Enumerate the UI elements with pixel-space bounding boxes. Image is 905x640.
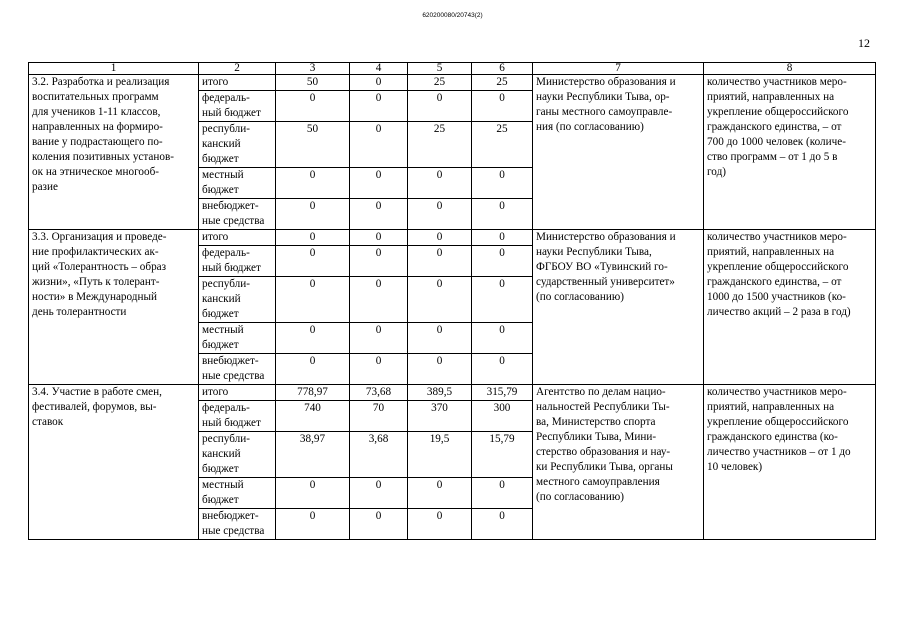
funding-source-line: ные средства	[202, 525, 265, 537]
funding-source	[199, 199, 276, 230]
funding-source-line: внебюджет-	[202, 200, 259, 212]
indicator-line: 700 до 1000 человек (количе-	[707, 136, 846, 148]
column-header: 7	[533, 63, 704, 75]
funding-amount: 0	[276, 230, 350, 246]
funding-source-line: федераль-	[202, 402, 250, 414]
funding-amount: 0	[472, 478, 533, 509]
indicator-line: количество участников меро-	[707, 76, 847, 88]
funding-source	[199, 230, 276, 246]
funding-amount: 50	[276, 75, 350, 91]
description-line: ности» в Международный	[32, 291, 157, 303]
indicator-line: приятий, направленных на	[707, 91, 835, 103]
funding-amount: 0	[276, 168, 350, 199]
responsible-executor	[533, 230, 704, 385]
funding-source-line: республи-	[202, 123, 250, 135]
column-header: 1	[29, 63, 199, 75]
funding-amount: 0	[408, 323, 472, 354]
funding-source-line: бюджет	[202, 463, 239, 475]
column-header: 6	[472, 63, 533, 75]
responsible-executor	[533, 385, 704, 540]
funding-source-line: ные средства	[202, 215, 265, 227]
activity-description	[29, 75, 199, 230]
funding-source-line: республи-	[202, 433, 250, 445]
description-line: коления позитивных установ-	[32, 151, 174, 163]
funding-source-line: ный бюджет	[202, 107, 261, 119]
indicator-line: приятий, направленных на	[707, 246, 835, 258]
indicator-line: гражданского единства (ко-	[707, 431, 838, 443]
funding-amount: 0	[276, 509, 350, 540]
funding-amount: 0	[350, 230, 408, 246]
funding-source-line: местный	[202, 324, 244, 336]
funding-amount: 0	[350, 199, 408, 230]
funding-amount: 389,5	[408, 385, 472, 401]
funding-source	[199, 122, 276, 168]
funding-amount: 0	[472, 230, 533, 246]
executor-line: (по согласованию)	[536, 291, 624, 303]
executor-line: стерство образования и нау-	[536, 446, 671, 458]
funding-amount: 25	[472, 75, 533, 91]
funding-amount: 0	[408, 91, 472, 122]
funding-amount: 0	[408, 354, 472, 385]
description-line: 3.4. Участие в работе смен,	[32, 386, 162, 398]
funding-source-line: бюджет	[202, 308, 239, 320]
indicator-line: личество участников – от 1 до	[707, 446, 851, 458]
indicator-line: гражданского единства, – от	[707, 121, 842, 133]
funding-source-line: местный	[202, 479, 244, 491]
funding-amount: 0	[472, 246, 533, 277]
funding-source	[199, 323, 276, 354]
funding-amount: 0	[350, 91, 408, 122]
activity-description	[29, 385, 199, 540]
funding-source-line: бюджет	[202, 153, 239, 165]
funding-source-line: канский	[202, 293, 241, 305]
funding-amount: 0	[472, 323, 533, 354]
funding-source-line: ный бюджет	[202, 262, 261, 274]
description-line: жизни», «Путь к толерант-	[32, 276, 160, 288]
indicator-line: 1000 до 1500 участников (ко-	[707, 291, 846, 303]
funding-amount: 778,97	[276, 385, 350, 401]
description-line: ок на этническое многооб-	[32, 166, 160, 178]
table-row	[29, 385, 876, 401]
target-indicator	[704, 75, 876, 230]
funding-source	[199, 385, 276, 401]
indicator-line: укрепление общероссийского	[707, 261, 849, 273]
indicator-line: гражданского единства, – от	[707, 276, 842, 288]
indicator-line: 10 человек)	[707, 461, 763, 473]
funding-source-line: федераль-	[202, 92, 250, 104]
funding-source-line: бюджет	[202, 184, 239, 196]
funding-amount: 0	[408, 168, 472, 199]
funding-source-line: внебюджет-	[202, 355, 259, 367]
funding-amount: 370	[408, 401, 472, 432]
funding-amount: 0	[472, 199, 533, 230]
funding-source-line: ные средства	[202, 370, 265, 382]
funding-amount: 0	[472, 91, 533, 122]
funding-amount: 38,97	[276, 432, 350, 478]
table-row	[29, 230, 876, 246]
funding-source	[199, 509, 276, 540]
executor-line: ния (по согласованию)	[536, 121, 644, 133]
page-number: 12	[858, 36, 870, 50]
funding-amount: 0	[276, 277, 350, 323]
funding-source-line: бюджет	[202, 494, 239, 506]
funding-amount: 25	[408, 122, 472, 168]
column-header: 3	[276, 63, 350, 75]
description-line: направленных на формиро-	[32, 121, 163, 133]
description-line: ций «Толерантность – образ	[32, 261, 167, 273]
funding-amount: 740	[276, 401, 350, 432]
funding-amount: 0	[472, 277, 533, 323]
funding-source	[199, 277, 276, 323]
column-header: 4	[350, 63, 408, 75]
executor-line: науки Республики Тыва,	[536, 246, 652, 258]
funding-source-line: местный	[202, 169, 244, 181]
funding-source	[199, 75, 276, 91]
funding-amount: 0	[276, 199, 350, 230]
funding-amount: 300	[472, 401, 533, 432]
funding-amount: 0	[350, 75, 408, 91]
funding-amount: 0	[408, 478, 472, 509]
description-line: вание у подрастающего по-	[32, 136, 163, 148]
executor-line: Агентство по делам нацио-	[536, 386, 666, 398]
indicator-line: ство программ – от 1 до 5 в	[707, 151, 838, 163]
funding-amount: 0	[408, 246, 472, 277]
funding-source	[199, 168, 276, 199]
funding-source	[199, 432, 276, 478]
column-header: 8	[704, 63, 876, 75]
executor-line: ганы местного самоуправле-	[536, 106, 673, 118]
funding-amount: 0	[350, 478, 408, 509]
indicator-line: количество участников меро-	[707, 386, 847, 398]
funding-amount: 0	[350, 509, 408, 540]
funding-amount: 50	[276, 122, 350, 168]
column-number-row	[29, 63, 876, 75]
funding-source	[199, 354, 276, 385]
description-line: разие	[32, 181, 58, 193]
responsible-executor	[533, 75, 704, 230]
indicator-line: укрепление общероссийского	[707, 416, 849, 428]
funding-source	[199, 401, 276, 432]
funding-amount: 25	[472, 122, 533, 168]
funding-amount: 0	[472, 509, 533, 540]
funding-source-line: канский	[202, 138, 241, 150]
funding-source-line: канский	[202, 448, 241, 460]
funding-source-line: итого	[202, 76, 229, 88]
funding-source	[199, 91, 276, 122]
description-line: ние профилактических ак-	[32, 246, 159, 258]
document-code: 620200080/20743(2)	[422, 12, 483, 19]
funding-amount: 0	[350, 354, 408, 385]
funding-amount: 0	[350, 323, 408, 354]
funding-source-line: итого	[202, 231, 229, 243]
funding-source	[199, 246, 276, 277]
funding-amount: 0	[472, 168, 533, 199]
description-line: ставок	[32, 416, 64, 428]
executor-line: Республики Тыва, Мини-	[536, 431, 657, 443]
executor-line: Министерство образования и	[536, 76, 676, 88]
column-header: 2	[199, 63, 276, 75]
indicator-line: год)	[707, 166, 726, 178]
funding-amount: 0	[350, 122, 408, 168]
funding-amount: 0	[276, 91, 350, 122]
funding-source-line: федераль-	[202, 247, 250, 259]
table-body	[29, 75, 876, 540]
funding-amount: 0	[408, 199, 472, 230]
funding-amount: 0	[276, 478, 350, 509]
funding-amount: 0	[350, 168, 408, 199]
funding-amount: 70	[350, 401, 408, 432]
description-line: фестивалей, форумов, вы-	[32, 401, 157, 413]
budget-table	[28, 62, 876, 540]
funding-amount: 19,5	[408, 432, 472, 478]
funding-amount: 315,79	[472, 385, 533, 401]
funding-source-line: внебюджет-	[202, 510, 259, 522]
funding-amount: 3,68	[350, 432, 408, 478]
executor-line: ва, Министерство спорта	[536, 416, 656, 428]
table-row	[29, 75, 876, 91]
description-line: для учеников 1-11 классов,	[32, 106, 161, 118]
funding-amount: 0	[408, 230, 472, 246]
funding-amount: 0	[408, 277, 472, 323]
indicator-line: укрепление общероссийского	[707, 106, 849, 118]
funding-amount: 73,68	[350, 385, 408, 401]
activity-description	[29, 230, 199, 385]
funding-amount: 0	[276, 246, 350, 277]
funding-amount: 0	[408, 509, 472, 540]
column-header: 5	[408, 63, 472, 75]
target-indicator	[704, 230, 876, 385]
executor-line: ФГБОУ ВО «Тувинский го-	[536, 261, 668, 273]
funding-amount: 0	[276, 354, 350, 385]
funding-amount: 0	[472, 354, 533, 385]
indicator-line: приятий, направленных на	[707, 401, 835, 413]
executor-line: (по согласованию)	[536, 491, 624, 503]
executor-line: нальностей Республики Ты-	[536, 401, 670, 413]
description-line: 3.2. Разработка и реализация	[32, 76, 170, 88]
executor-line: науки Республики Тыва, ор-	[536, 91, 670, 103]
description-line: день толерантности	[32, 306, 127, 318]
indicator-line: личество акций – 2 раза в год)	[707, 306, 851, 318]
description-line: 3.3. Организация и проведе-	[32, 231, 167, 243]
executor-line: сударственный университет»	[536, 276, 675, 288]
funding-source-line: ный бюджет	[202, 417, 261, 429]
executor-line: Министерство образования и	[536, 231, 676, 243]
funding-amount: 0	[350, 277, 408, 323]
funding-amount: 0	[350, 246, 408, 277]
funding-amount: 15,79	[472, 432, 533, 478]
description-line: воспитательных программ	[32, 91, 159, 103]
target-indicator	[704, 385, 876, 540]
indicator-line: количество участников меро-	[707, 231, 847, 243]
funding-source-line: бюджет	[202, 339, 239, 351]
funding-source-line: республи-	[202, 278, 250, 290]
funding-amount: 25	[408, 75, 472, 91]
executor-line: ки Республики Тыва, органы	[536, 461, 673, 473]
funding-amount: 0	[276, 323, 350, 354]
funding-source	[199, 478, 276, 509]
executor-line: местного самоуправления	[536, 476, 660, 488]
funding-source-line: итого	[202, 386, 229, 398]
